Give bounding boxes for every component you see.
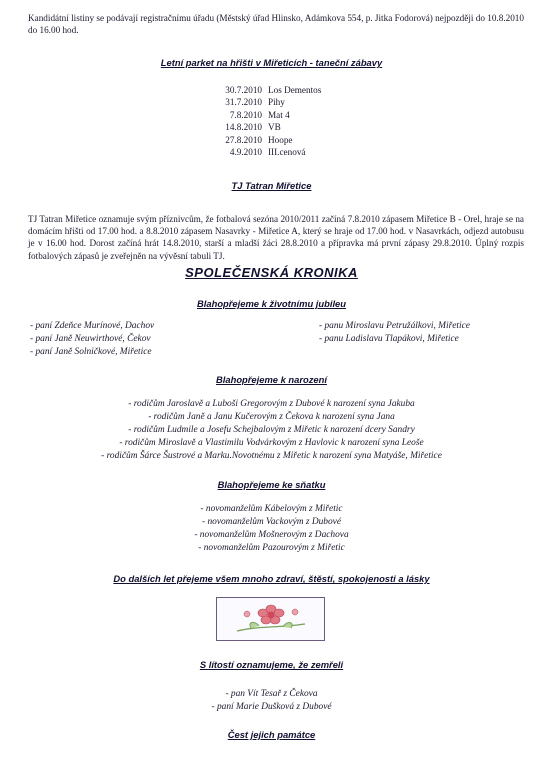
list-item: - rodičům Šárce Šustrové a Marku.Novotnému z Miřetic k narození syna Matyáše, Miřetice: [101, 451, 442, 461]
jubilee-list-left: [30, 320, 154, 359]
event-name: Hoope: [268, 134, 293, 145]
deceased-list: [0, 688, 543, 714]
event-row: [218, 121, 321, 133]
list-item: - rodičům Miroslavě a Vlastimilu Vodvárkovým z Havlovic k narození syna Leoše: [119, 438, 424, 448]
wedding-heading: Blahopřejeme ke sňatku: [217, 479, 326, 490]
birth-heading: Blahopřejeme k narození: [216, 374, 327, 385]
event-date: 31.7.2010: [225, 97, 262, 108]
event-row: [218, 96, 321, 108]
list-item: - panu Miroslavu Petružálkovi, Miřetice: [319, 321, 470, 331]
jubilee-list-right: [319, 320, 470, 346]
event-date: 7.8.2010: [229, 109, 262, 120]
intro-paragraph: Kandidátní listiny se podávají registračnímu úřadu (Městský úřad Hlinsko, Adámkova 554, p. Jitka Fodorová) nejpozději do 10.8.2010 do 16.00 hod.: [28, 13, 524, 35]
list-item: - rodičům Ludmile a Josefu Schejbalovým z Miřetic k narození dcery Sandry: [128, 425, 415, 435]
event-name: Mat 4: [268, 109, 290, 120]
sorrow-heading: S lítostí oznamujeme, že zemřeli: [199, 659, 344, 670]
birth-list: [0, 398, 543, 463]
list-item: - pan Vít Tesař z Čekova: [225, 689, 318, 699]
wedding-list: [0, 503, 543, 555]
list-item: - paní Marie Dušková z Dubové: [211, 702, 332, 712]
list-item: - paní Janě Solničkové, Miřetice: [30, 347, 152, 357]
jubilee-heading: Blahopřejeme k životnímu jubileu: [197, 298, 346, 309]
event-date: 27.8.2010: [225, 134, 262, 145]
kronika-heading: SPOLEČENSKÁ KRONIKA: [185, 265, 358, 280]
event-name: Pihy: [268, 97, 285, 108]
list-item: - novomanželům Vackovým z Dubové: [201, 517, 342, 527]
event-name: III.cenová: [268, 147, 306, 158]
event-date: 30.7.2010: [225, 85, 262, 95]
event-row: [218, 84, 321, 96]
summer-dance-heading: Letní parket na hřišti v Miřeticích - taneční zábavy: [160, 57, 383, 68]
dance-events-list: [218, 84, 321, 158]
list-item: - paní Zdeňce Murínové, Dachov: [30, 321, 155, 331]
list-item: - panu Ladislavu Tlapákovi, Miřetice: [319, 334, 459, 344]
list-item: - paní Janě Neuwirthové, Čekov: [30, 334, 151, 344]
wishes-heading: Do dalších let přejeme všem mnoho zdraví, štěstí, spokojenosti a lásky: [113, 573, 430, 584]
list-item: - rodičům Jaroslavě a Luboši Gregorovým z Dubové k narození syna Jakuba: [128, 399, 415, 409]
event-row: [218, 134, 321, 146]
event-date: 4.9.2010: [229, 147, 262, 158]
list-item: - novomanželům Kábelovým z Miřetic: [200, 504, 343, 514]
flower-icon: [217, 598, 324, 640]
event-row: [218, 146, 321, 158]
event-name: Los Dementos: [268, 85, 322, 95]
flower-illustration: [216, 597, 325, 641]
tatran-paragraph: TJ Tatran Miřetice oznamuje svým příznivcům, že fotbalová sezóna 2010/2011 začíná 7.8.2010 zápasem Miřetice B - Orel, hraje se na domácím hřišti od 17.00 hod. a 8.8.2010 zápasem Nasavrky - Miřetice A, který se hraje od 17.00 hod. v Nasavrkách, odjezd autobusu je v 16.00 hod. Dorost začíná hrát 14.8.2010, starší a mladší žáci 28.8.2010 a přípravka má první zápasy 29.8.2010. Úplný rozpis fotbalových zápasů je zveřejněn na vývěsní tabuli TJ.: [28, 214, 524, 261]
list-item: - novomanželům Pazourovým z Miřetic: [198, 543, 345, 553]
list-item: - novomanželům Mošnerovým z Dachova: [194, 530, 349, 540]
event-name: VB: [268, 122, 281, 133]
event-date: 14.8.2010: [225, 122, 262, 133]
tatran-heading: TJ Tatran Miřetice: [231, 180, 312, 191]
honor-heading: Čest jejich památce: [227, 729, 316, 740]
list-item: - rodičům Janě a Janu Kučerovým z Čekova k narození syna Jana: [148, 412, 395, 422]
event-row: [218, 109, 321, 121]
